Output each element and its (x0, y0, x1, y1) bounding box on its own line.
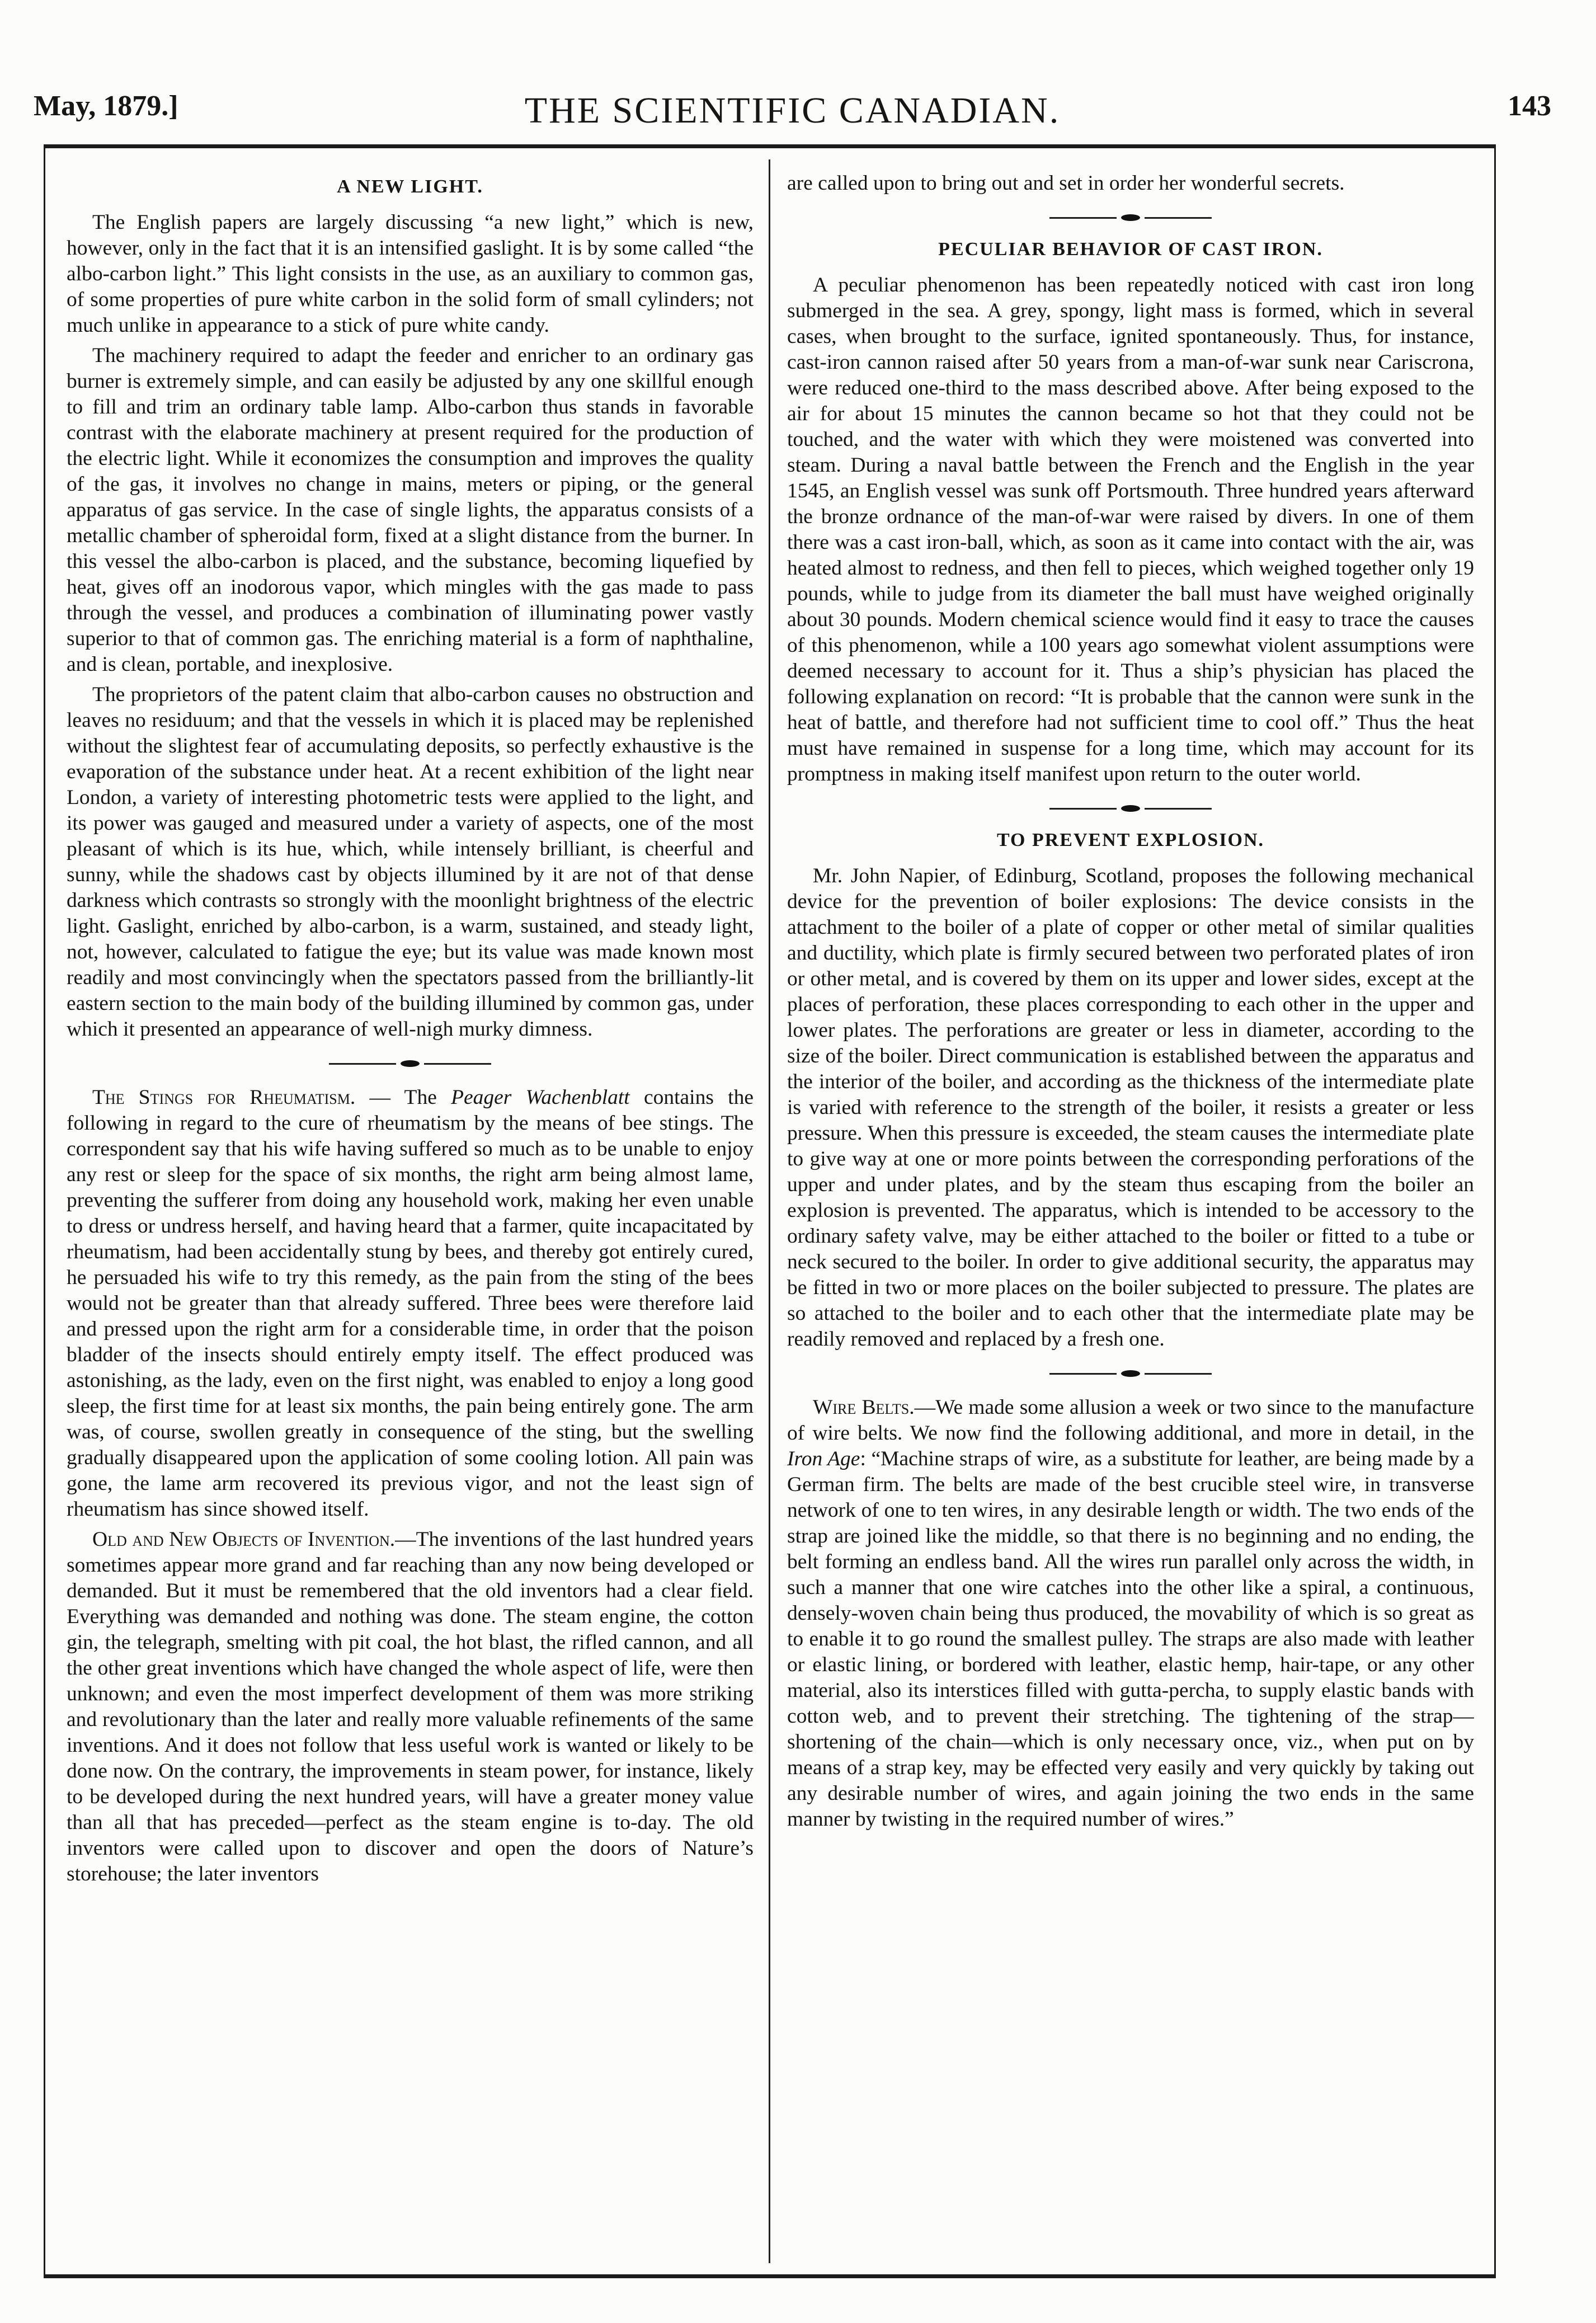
article-title-explosion: TO PREVENT EXPLOSION. (996, 830, 1265, 850)
wire-belts-lead: Wire Belts. (813, 1396, 915, 1419)
journal-title: THE SCIENTIFIC CANADIAN. (524, 90, 1061, 131)
stings-source: Peager Wachenblatt (451, 1086, 630, 1109)
new-light-paragraph-2: The machinery required to adapt the feeder and enricher to an ordinary gas burner is extremely simple, and can easily be adjusted by any one skillful enough to fill and trim an ordinary table lamp. Albo-carbon thus stands in favorable contrast with the elaborate machinery at present required for the production of the electric light. While it economizes the consumption and improves the quality of the gas, it involves no change in mains, meters or piping, or the general apparatus of gas service. In the case of single lights, the apparatus consists of a metallic chamber of spheroidal form, fixed at a slight distance from the burner. In this vessel the albo-carbon is placed, and the substance, becoming liquefied by heat, gives off an inodorous vapor, which mingles with the gas made to pass through the vessel, and produces a combination of illuminating power vastly superior to that of common gas. The enriching material is a form of naphthaline, and is clean, portable, and inexplosive. (67, 344, 754, 676)
old-new-paragraph: Old and New Objects of Invention.—The inventions of the last hundred years sometimes appear more grand and far reaching than any now being developed or demanded. But it must be remembered that the old inventors had a clear field. Everything was demanded and nothing was done. The steam engine, the cotton gin, the telegraph, smelting with pit coal, the hot blast, the rifled cannon, and all the other great inventions which have changed the whole aspect of life, were then unknown; and even the most imperfect development of them was more striking and revolutionary than the later and really more valuable refinements of the same inventions. And it does not follow that less useful work is wanted or likely to be done now. On the contrary, the improvements in steam power, for instance, likely to be developed during the next hundred years, will have a greater money value than all that has preceded—perfect as the steam engine is to-day. The old inventors were called upon to discover and open the doors of Nature’s storehouse; the later inventors (67, 1528, 754, 1885)
section-ornament (787, 205, 1474, 230)
explosion-paragraph: Mr. John Napier, of Edinburg, Scotland, proposes the following mechanical device for the prevention of boiler explosions: The device consists in the attachment to the boiler of a plate of copper or other metal of similar qualities and ductility, which plate is firmly secured between two perforated plates of iron or other metal, and is covered by them on its upper and lower sides, except at the places of perforation, these places corresponding to each other in the upper and lower plates. The perforations are greater or less in diameter, according to the size of the boiler. Direct communication is established between the apparatus and the interior of the boiler, and according as the thickness of the intermediate plate is varied with reference to the strength of the boiler, it resists a greater or less pressure. When this pressure is exceeded, the steam causes the intermediate plate to give way at one or more points between the corresponding perforations of the upper and under plates, and by the steam thus escaping from the boiler an explosion is prevented. The apparatus, which is intended to be accessory to the ordinary safety valve, may be either attached to the boiler or fitted to a tube or neck secured to the boiler. In order to give additional security, the apparatus may be fitted in two or more places on the boiler subjected to pressure. The plates are so attached to the boiler and to each other that the intermediate plate may be readily removed and replaced by a fresh one. (787, 864, 1474, 1351)
wire-belts-paragraph: Wire Belts.—We made some allusion a week or two since to the manufacture of wire belts. We now find the following additional, and more in detail, in the Iron Age: “Machine straps of wire, as a substitute for leather, are being made by a German firm. The belts are made of the best crucible steel wire, in transverse network of one to ten wires, in any desirable length or width. The two ends of the strap are joined like the middle, so that there is no beginning and no ending, the belt forming an endless band. All the wires run parallel only across the width, in such a manner that one wire catches into the other like a spiral, a continuous, densely-woven chain being thus produced, the movability of which is so great as to enable it to go round the smallest pulley. The straps are also made with leather or elastic lining, or bordered with leather, elastic hemp, hair-tape, or any other material, also its interstices filled with gutta-percha, to supply elastic bands with cotton web, and to prevent their stretching. The tightening of the strap—shortening of the chain—which is only necessary once, viz., when put on by means of a strap key, may be effected very easily and very quickly by taking out any desirable number of wires, and again joining the two ends in the same manner by twisting in the required number of wires.” (787, 1396, 1474, 1831)
page-header (34, 90, 1551, 140)
page-frame (44, 144, 1496, 2278)
left-column (67, 171, 754, 2252)
article-title-new-light: A NEW LIGHT. (337, 176, 483, 197)
stings-paragraph: The Stings for Rheumatism. — The Peager Wachenblatt contains the following in regard to the cure of rheumatism by the means of bee stings. The correspondent say that his wife having suffered so much as to be unable to enjoy any rest or sleep for the space of six months, the right arm being almost lame, preventing the sufferer from doing any household work, making her even unable to dress or undress herself, and having heard that a farmer, quite incapacitated by rheumatism, had been accidentally stung by bees, and thereby got entirely cured, he persuaded his wife to try this remedy, as the pain from the sting of the bees would not be greater than that already suffered. Three bees were therefore laid and pressed upon the right arm for a considerable time, in order that the poison bladder of the insects should entirely empty itself. The effect produced was astonishing, as the lady, even on the first night, was enabled to enjoy a long good sleep, the first time for at least six months, the pain being entirely gone. The arm was, of course, swollen greatly in consequence of the sting, but the swelling gradually disappeared upon the application of some cooling lotion. All pain was gone, the lame arm recovered its previous vigor, and not the least sign of rheumatism has since showed itself. (67, 1086, 754, 1521)
cast-iron-paragraph: A peculiar phenomenon has been repeatedly noticed with cast iron long submerged in the sea. A grey, spongy, light mass is formed, which in several cases, when brought to the surface, ignited spontaneously. Thus, for instance, cast-iron cannon raised after 50 years from a man-of-war sunk near Cariscrona, were reduced one-third to the mass described above. After being exposed to the air for about 15 minutes the cannon became so hot that they could not be touched, and the water with which they were moistened was converted into steam. During a naval battle between the French and the English in the year 1545, an English vessel was sunk off Portsmouth. Three hundred years afterward the bronze ordnance of the man-of-war were raised by divers. In one of them there was a cast iron-ball, which, as soon as it came into contact with the air, was heated almost to redness, and then fell to pieces, which weighed together only 19 pounds, while to judge from its diameter the ball must have weighed originally about 30 pounds. Modern chemical science would find it easy to trace the causes of this phenomenon, while a 100 years ago somewhat violent assumptions were deemed necessary to account for it. Thus a ship’s physician has placed the following explanation on record: “It is probable that the cannon were sunk in the heat of battle, and therefore had not sufficient time to cool off.” Thus the heat must have remained in suspense for a long time, which may account for its promptness in making itself manifest upon return to the outer world. (787, 274, 1474, 786)
section-ornament (67, 1051, 754, 1076)
new-light-paragraph-3: The proprietors of the patent claim that albo-carbon causes no obstruction and leaves no residuum; and that the vessels in which it is placed may be replenished without the slightest fear of accumulating deposits, so perfectly exhaustive is the evaporation of the substance under heat. At a recent exhibition of the light near London, a variety of interesting photometric tests were applied to the light, and its power was gauged and measured under a variety of aspects, one of the most pleasant of which is its hue, which, while intensely brilliant, is cheerful and sunny, while the shadows cast by objects illumined by it are not of that dense darkness which contrasts so strongly with the moonlight brightness of the electric light. Gaslight, enriched by albo-carbon, is a warm, sustained, and steady light, not, however, calculated to fatigue the eye; but its value was made known most readily and most convincingly when the spectators passed from the brilliantly-lit eastern section to the main body of the building illumined by common gas, under which it presented an appearance of well-nigh murky dimness. (67, 683, 754, 1041)
article-title-cast-iron: PECULIAR BEHAVIOR OF CAST IRON. (938, 239, 1323, 260)
new-light-paragraph-1: The English papers are largely discussing “a new light,” which is new, however, only in the fact that it is an intensified gaslight. It is by some called “the albo-carbon light.” This light consists in the use, as an auxiliary to common gas, of some properties of pure white carbon in the solid form of small cylinders; not much unlike in appearance to a stick of pure white candy. (67, 211, 754, 337)
section-ornament (787, 1361, 1474, 1386)
continued-text: are called upon to bring out and set in order her wonderful secrets. (787, 172, 1345, 195)
stings-lead: The Stings for Rheumatism. (92, 1086, 356, 1109)
page-number: 143 (1508, 90, 1551, 122)
wire-belts-source: Iron Age (787, 1447, 860, 1470)
right-column (787, 171, 1474, 2252)
old-new-lead: Old and New Objects of Invention. (92, 1528, 396, 1551)
issue-date: May, 1879.] (34, 90, 178, 122)
column-rule (769, 159, 770, 2263)
section-ornament (787, 796, 1474, 821)
